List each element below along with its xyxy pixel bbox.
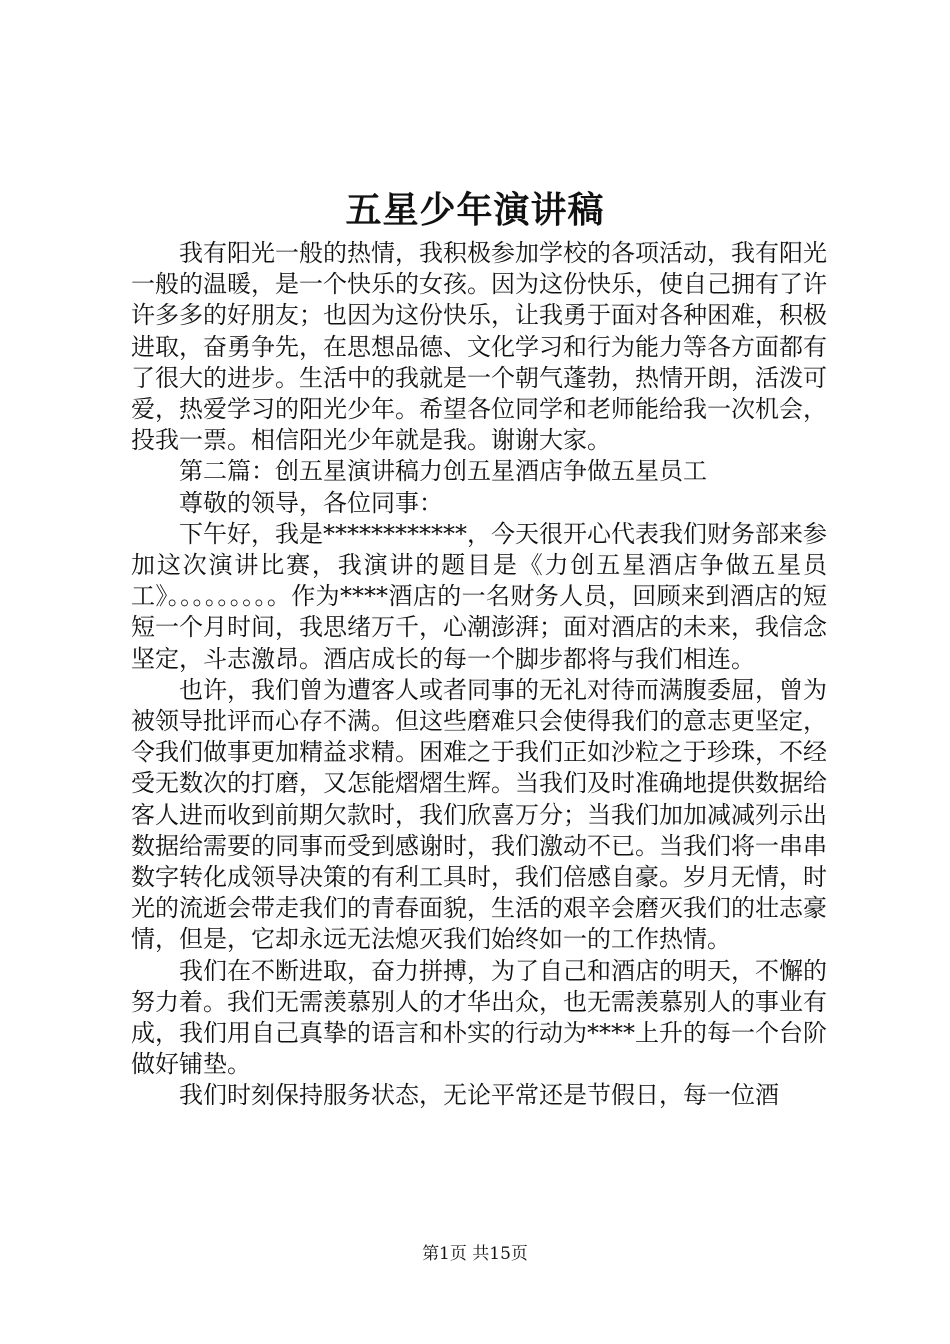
paragraph-4: 下午好，我是************，今天很开心代表我们财务部来参加这次演讲比赛，我演讲的题目是《力创五星酒店争做五星员工》。。。。。。。。。作为****酒店的一名财务人员，回顾来到酒店的短短一个月时间，我思绪万千，心潮澎湃；面对酒店的未来，我信念坚定，斗志激昂。酒店成长的每一个脚步都将与我们相连。 (131, 519, 827, 673)
page-number-footer: 第1页 共15页 (422, 1244, 528, 1264)
document-body (131, 238, 827, 1112)
paragraph-6: 我们在不断进取，奋力拼搏，为了自己和酒店的明天，不懈的努力着。我们无需羡慕别人的才华出众，也无需羡慕别人的事业有成，我们用自己真挚的语言和朴实的行动为****上升的每一个台阶做好铺垫。 (131, 956, 827, 1079)
paragraph-5: 也许，我们曾为遭客人或者同事的无礼对待而满腹委屈，曾为被领导批评而心存不满。但这些磨难只会使得我们的意志更坚定，令我们做事更加精益求精。困难之于我们正如沙粒之于珍珠，不经受无数次的打磨，又怎能熠熠生辉。当我们及时准确地提供数据给客人进而收到前期欠款时，我们欣喜万分；当我们加加减减列示出数据给需要的同事而受到感谢时，我们激动不已。当我们将一串串数字转化成领导决策的有利工具时，我们倍感自豪。岁月无情，时光的流逝会带走我们的青春面貌，生活的艰辛会磨灭我们的壮志豪情，但是，它却永远无法熄灭我们始终如一的工作热情。 (131, 675, 827, 954)
paragraph-2: 第二篇：创五星演讲稿力创五星酒店争做五星员工 (179, 457, 707, 486)
paragraph-7: 我们时刻保持服务状态，无论平常还是节假日，每一位酒 (179, 1081, 779, 1110)
document-title: 五星少年演讲稿 (345, 189, 605, 231)
paragraph-1: 我有阳光一般的热情，我积极参加学校的各项活动，我有阳光一般的温暖，是一个快乐的女孩。因为这份快乐，使自己拥有了许许多多的好朋友；也因为这份快乐，让我勇于面对各种困难，积极进取，奋勇争先，在思想品德、文化学习和行为能力等各方面都有了很大的进步。生活中的我就是一个朝气蓬勃，热情开朗，活泼可爱，热爱学习的阳光少年。希望各位同学和老师能给我一次机会，投我一票。相信阳光少年就是我。谢谢大家。 (131, 239, 827, 455)
paragraph-3: 尊敬的领导，各位同事： (179, 488, 443, 517)
